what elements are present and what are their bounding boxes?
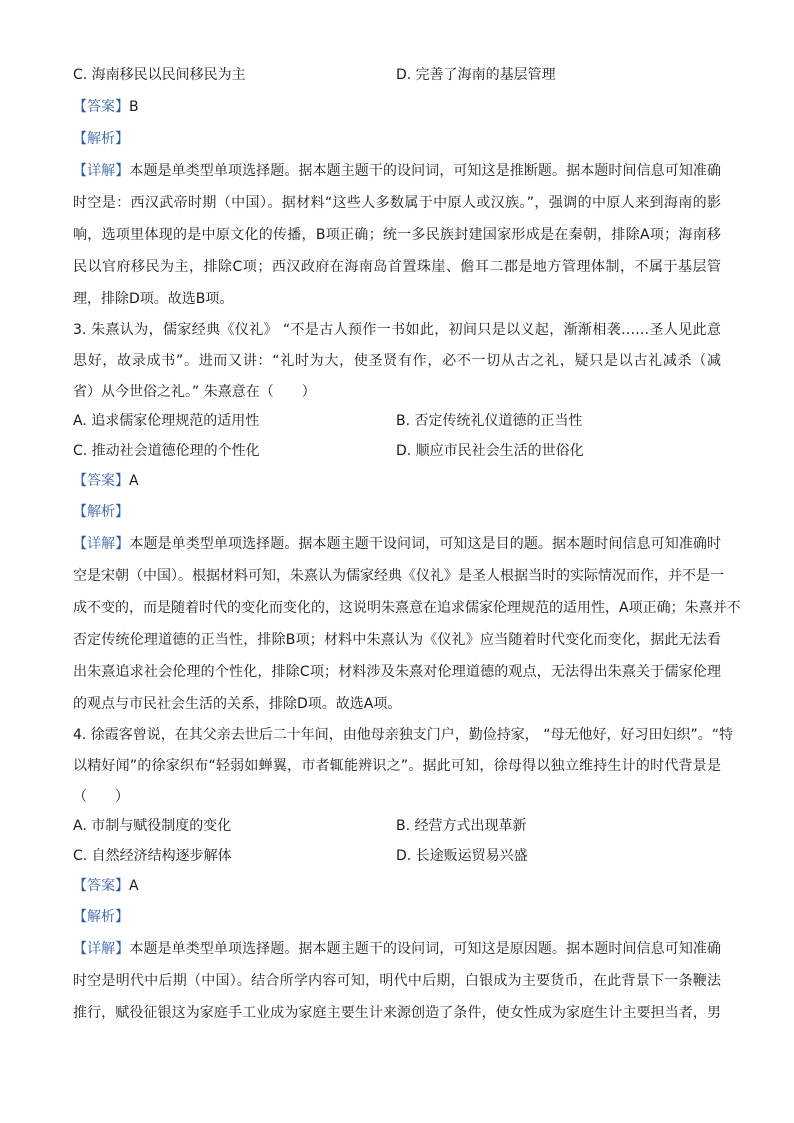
q2-detail-line: 时空是：西汉武帝时期（中国）。据材料“这些人多数属于中原人或汉族。”，强调的中原人来到海南的影 <box>73 195 721 211</box>
q4-option-b: B. 经营方式出现革新 <box>396 818 527 834</box>
q4-detail-line: 【详解】本题是单类型单项选择题。据本题主题干的设问词，可知这是原因题。据本题时间信息可知准确 <box>73 941 722 957</box>
q4-analysis-tag: 【解析】 <box>73 909 129 925</box>
q2-detail-line: 响，选项里体现的是中原文化的传播，B项正确；统一多民族封建国家形成是在秦朝，排除A项；海南移 <box>73 227 721 243</box>
q4-detail-tag: 【详解】 <box>73 941 130 957</box>
q4-option-a: A. 市制与赋役制度的变化 <box>73 818 232 834</box>
q2-option-d: D. 完善了海南的基层管理 <box>396 67 556 83</box>
q4-stem-line: 4. 徐霞客曾说，在其父亲去世后二十年间，由他母亲独支门户，勤俭持家， “母无他好，好习田妇织”。“特 <box>73 727 734 743</box>
q3-stem-line: 省）从今世俗之礼。” 朱熹意在（ ） <box>73 384 316 400</box>
q4-answer <box>73 871 139 902</box>
q3-answer <box>73 466 139 497</box>
q2-answer-tag: 【答案】 <box>73 99 129 115</box>
q3-answer-value: A <box>129 473 139 489</box>
q2-answer <box>73 92 139 123</box>
q3-detail-line: 【详解】本题是单类型单项选择题。据本题主题干设问词，可知这是目的题。据本题时间信息可知准确时 <box>73 536 722 552</box>
q4-detail-line: 推行，赋役征银这为家庭手工业成为家庭主要生计来源创造了条件，使女性成为家庭生计主要担当者，男 <box>73 1005 721 1021</box>
q3-stem-line: 3. 朱熹认为，儒家经典《仪礼》 “不是古人预作一书如此，初间只是以义起，渐渐相袭……圣人见此意 <box>73 322 721 338</box>
q4-detail-line: 时空是明代中后期（中国）。结合所学内容可知，明代中后期，白银成为主要货币，在此背景下一条鞭法 <box>73 973 721 989</box>
q3-option-d: D. 顺应市民社会生活的世俗化 <box>396 443 584 459</box>
q3-option-b: B. 否定传统礼仪道德的正当性 <box>396 413 583 429</box>
q3-detail-line: 否定传统伦理道德的正当性，排除B项；材料中朱熹认为《仪礼》应当随着时代变化而变化，据此无法看 <box>73 632 721 648</box>
q4-stem-line: 以精好闻”的徐家织布“轻弱如蝉翼，市者辄能辨识之”。据此可知，徐母得以独立维持生计的时代背景是 <box>73 758 721 774</box>
q4-option-d: D. 长途贩运贸易兴盛 <box>396 848 528 864</box>
q2-analysis-tag: 【解析】 <box>73 131 129 147</box>
q4-stem-line: （ ） <box>73 789 129 805</box>
q2-detail-line: 理，排除D项。故选B项。 <box>73 291 234 307</box>
q3-detail-line: 空是宋朝（中国）。根据材料可知，朱熹认为儒家经典《仪礼》是圣人根据当时的实际情况而作，并不是一 <box>73 568 724 584</box>
q3-option-c: C. 推动社会道德伦理的个性化 <box>73 443 260 459</box>
q3-option-a: A. 追求儒家伦理规范的适用性 <box>73 413 260 429</box>
q2-detail-tag: 【详解】 <box>73 163 130 179</box>
q2-option-c: C. 海南移民以民间移民为主 <box>73 67 246 83</box>
q2-answer-value: B <box>129 99 139 115</box>
q3-detail-line: 的观点与市民社会生活的关系，排除D项。故选A项。 <box>73 696 402 712</box>
q3-detail-tag: 【详解】 <box>73 536 130 552</box>
q3-answer-tag: 【答案】 <box>73 473 129 489</box>
q4-answer-tag: 【答案】 <box>73 878 129 894</box>
q3-stem-line: 思好，故录成书”。进而又讲：“礼时为大，使圣贤有作，必不一切从古之礼，疑只是以古礼减杀（减 <box>73 353 721 369</box>
q3-analysis-tag: 【解析】 <box>73 504 129 520</box>
q4-answer-value: A <box>129 878 139 894</box>
q2-detail-line: 【详解】本题是单类型单项选择题。据本题主题干的设问词，可知这是推断题。据本题时间信息可知准确 <box>73 163 722 179</box>
q3-detail-line: 成不变的，而是随着时代的变化而变化的，这说明朱熹意在追求儒家伦理规范的适用性，A项正确；朱熹并不 <box>73 600 741 616</box>
q3-detail-line: 出朱熹追求社会伦理的个性化，排除C项；材料涉及朱熹对伦理道德的观点，无法得出朱熹关于儒家伦理 <box>73 664 721 680</box>
q2-detail-line: 民以官府移民为主，排除C项；西汉政府在海南岛首置珠崖、儋耳二郡是地方管理体制，不属于基层管 <box>73 259 721 275</box>
q4-option-c: C. 自然经济结构逐步解体 <box>73 848 232 864</box>
